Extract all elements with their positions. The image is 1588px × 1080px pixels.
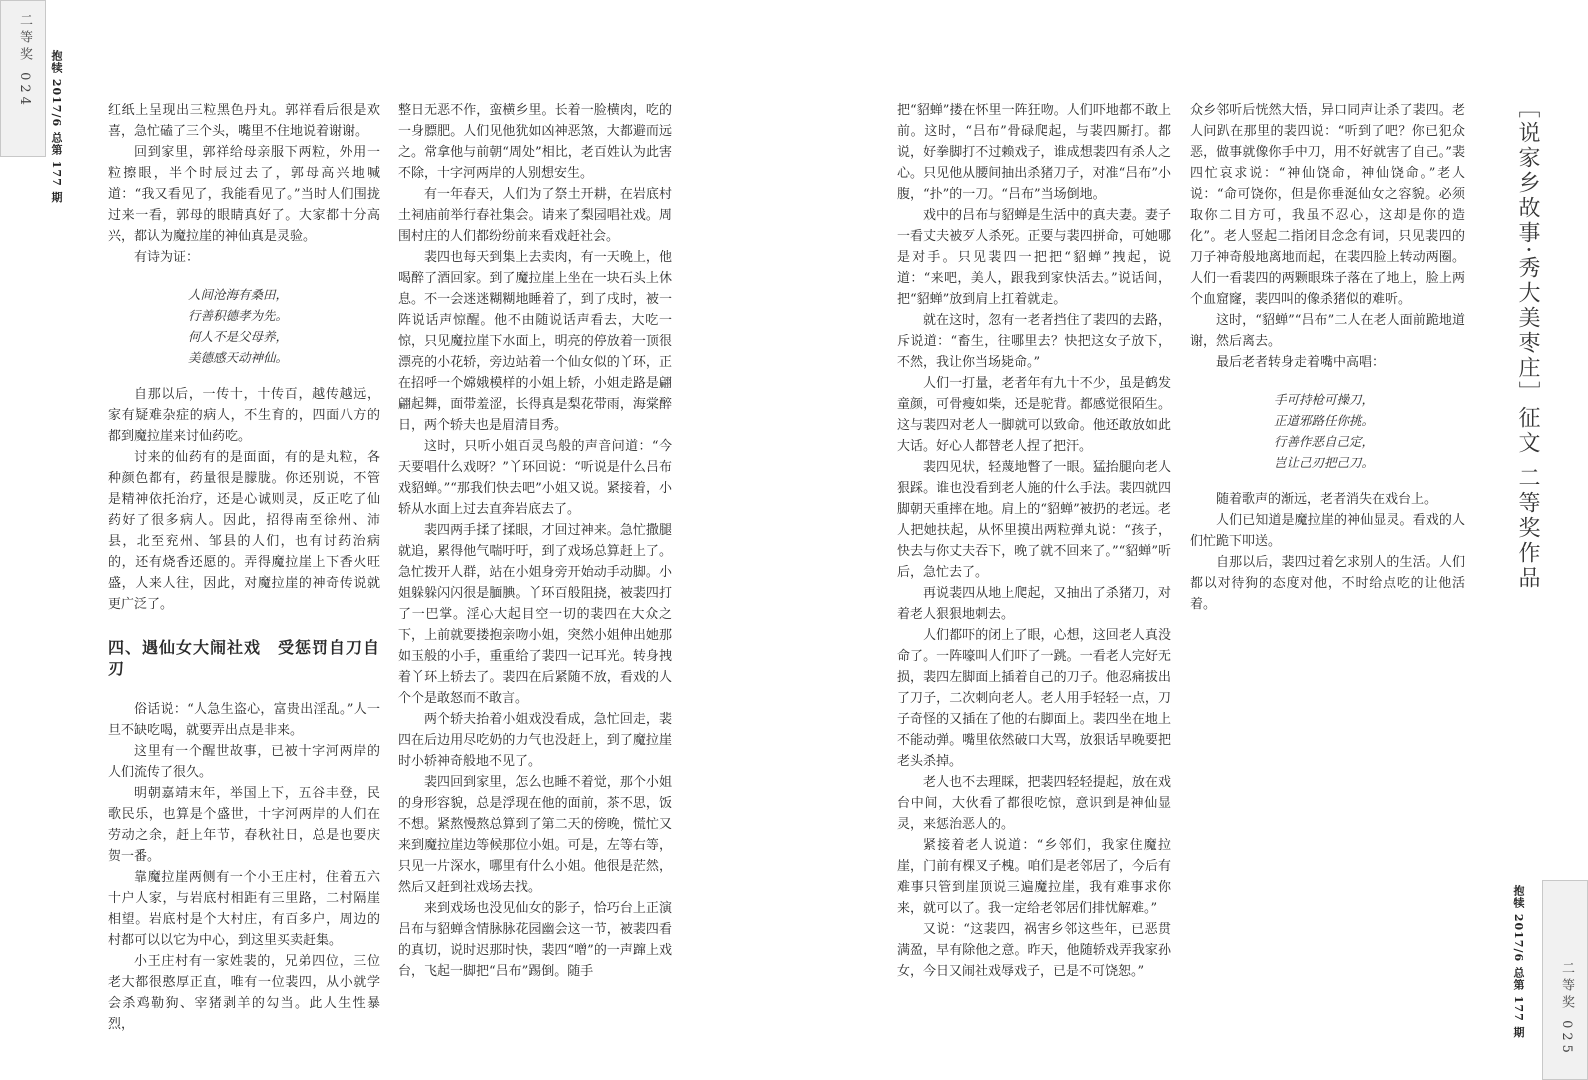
- paragraph: 随着歌声的渐远，老者消失在戏台上。: [1216, 492, 1438, 507]
- paragraph: 整日无恶不作，蛮横乡里。长着一脸横肉，吃的一身膘肥。人们见他犹如凶神恶煞，大都避而远之。常拿他与前朝“周处”相比，老百姓认为此害不除，十字河两岸的人别想安生。: [398, 103, 672, 181]
- paragraph: 众乡邻听后恍然大悟，异口同声让杀了裴四。老人问趴在那里的裴四说：“听到了吧？你已犯众恶，做事就像你手中刀，用不好就害了自己。”裴四忙哀求说：“神仙饶命，神仙饶命。”老人说：“命可饶你，但是你垂涎仙女之容貌。必须取你二目方可，我虽不忍心，这却是你的造化”。老人竖起二指闭目念念有词，只见裴四的刀子神奇般地离地而起，在裴四脸上转动两圈。人们一看裴四的两颗眼珠子落在了地上，脸上两个血窟窿，裴四叫的像杀猪似的难听。: [1190, 103, 1465, 307]
- paragraph: 有一年春天，人们为了祭土开耕，在岩底村土祠庙前举行春社集会。请来了梨园唱社戏。周围村庄的人们都纷纷前来看戏赶社会。: [398, 187, 672, 244]
- paragraph: 再说裴四从地上爬起，又抽出了杀猪刀，对着老人狠狠地刺去。: [897, 586, 1171, 622]
- paragraph: 裴四回到家里，怎么也睡不着觉，那个小姐的身形容貌，总是浮现在他的面前，茶不思，饭不想。紧熬慢熬总算到了第二天的傍晚，慌忙又来到魔拉崖边等候那位小姐。可是，左等右等，只见一片深水，哪里有什么小姐。他很是茫然，然后又赶到社戏场去找。: [398, 775, 672, 895]
- paragraph: 人们一打量，老者年有九十不少，虽是鹤发童颜，可骨瘦如柴，还是驼背。都感觉很陌生。这与裴四对老人一脚就可以致命。他还敢放如此大话。好心人都替老人捏了把汗。: [897, 376, 1171, 454]
- paragraph: 裴四见状，轻蔑地瞥了一眼。猛抬腿向老人狠踩。谁也没看到老人施的什么手法。裴四就四脚朝天重摔在地。肩上的“貂蝉”被扔的老远。老人把她扶起，从怀里摸出两粒弹丸说：“孩子，快去与你丈夫吞下，晚了就不回来了。”“貂蝉”听后，急忙去了。: [897, 460, 1171, 580]
- paragraph: 又说：“这裴四，祸害乡邻这些年，已恶贯满盈，早有除他之意。昨天，他随轿戏弄我家孙女，今日又闹社戏辱戏子，已是不可饶恕。”: [897, 922, 1171, 979]
- paragraph: 把“貂蝉”搂在怀里一阵狂吻。人们吓地都不敢上前。这时，“吕布”骨碌爬起，与裴四厮打。都说，好拳脚打不过赖戏子，谁成想裴四有杀人之心。只见他从腰间抽出杀猪刀子，对准“吕布”小腹，“扑”的一刀。“吕布”当场倒地。: [897, 103, 1171, 202]
- poem: [108, 284, 380, 368]
- poem: [1190, 389, 1465, 473]
- paragraph: 自那以后，一传十，十传百，越传越远，家有疑难杂症的病人，不生育的，四面八方的都到魔拉崖来讨仙药吃。: [108, 387, 380, 444]
- text-column-4: [1190, 100, 1465, 615]
- paragraph: 靠魔拉崖两侧有一个小王庄村，住着五六十户人家，与岩底村相距有三里路，二村隔崖相望。岩底村是个大村庄，有百多户，周边的村都可以以它为中心，到这里买卖赶集。: [108, 870, 380, 948]
- poem-line: 美德感天动神仙。: [188, 350, 289, 365]
- paragraph: 裴四也每天到集上去卖肉，有一天晚上，他喝醉了酒回家。到了魔拉崖上坐在一块石头上休息。不一会迷迷糊糊地睡着了，到了戌时，被一阵说话声惊醒。他不由随说话声看去，大吃一惊，只见魔拉崖下水面上，明亮的停放着一顶很漂亮的小花轿，旁边站着一个仙女似的丫环，正在招呼一个嫦娥模样的小姐上轿，小姐走路是翩翩起舞，面带羞涩，长得真是梨花带雨，海棠醉日，两个轿夫也是眉清目秀。: [398, 250, 672, 433]
- paragraph: 老人也不去理睬，把裴四轻轻提起，放在戏台中间，大伙看了都很吃惊，意识到是神仙显灵，来惩治恶人的。: [897, 775, 1171, 832]
- text-column-2: [398, 100, 672, 982]
- left-page-label: 二等奖 024: [17, 13, 32, 109]
- paragraph: 就在这时，忽有一老者挡住了裴四的去路，斥说道：“畜生，往哪里去？快把这女子放下，不然，我让你当场毙命。”: [897, 313, 1171, 370]
- paragraph: 红纸上呈现出三粒黑色丹丸。郭祥看后很是欢喜，急忙磕了三个头，嘴里不住地说着谢谢。: [108, 103, 380, 139]
- right-page-tab: [1542, 880, 1588, 1080]
- paragraph: 有诗为证：: [134, 250, 200, 265]
- paragraph: 这时，“貂蝉”“吕布”二人在老人面前跪地道谢，然后离去。: [1190, 313, 1465, 349]
- poem-line: 岂让己刃把己刀。: [1274, 455, 1375, 470]
- poem-line: 人间沧海有桑田，: [188, 287, 289, 302]
- right-page-label: 二等奖 025: [1559, 961, 1574, 1057]
- paragraph: 人们都吓的闭上了眼，心想，这回老人真没命了。一阵嚎叫人们吓了一跳。一看老人完好无损，裴四左脚面上插着自己的刀子。他忍痛拔出了刀子，二次刺向老人。老人用手轻轻一点，刀子奇怪的又插在了他的右脚面上。裴四坐在地上不能动弹。嘴里依然破口大骂，放狠话早晚要把老头杀掉。: [897, 628, 1171, 769]
- poem-line: 正道邪路任你挑。: [1274, 413, 1375, 428]
- paragraph: 回到家里，郭祥给母亲服下两粒，外用一粒擦眼，半个时辰过去了，郭母高兴地喊道：“我又看见了，我能看见了。”当时人们围拢过来一看，郭母的眼睛真好了。大家都十分高兴，都认为魔拉崖的神仙真是灵验。: [108, 145, 380, 244]
- left-page-tab: [0, 0, 46, 157]
- paragraph: 戏中的吕布与貂蝉是生活中的真夫妻。妻子一看丈夫被歹人杀死。正要与裴四拼命，可她哪是对手。只见裴四一把把“貂蝉”拽起，说道：“来吧，美人，跟我到家快活去。”说话间，把“貂蝉”放到肩上扛着就走。: [897, 208, 1171, 307]
- paragraph: 最后老者转身走着嘴中高唱：: [1216, 355, 1386, 370]
- text-column-1: [108, 100, 380, 1035]
- poem-line: 何人不是父母养，: [188, 329, 289, 344]
- paragraph: 两个轿夫抬着小姐戏没看成，急忙回走，裴四在后边用尽吃奶的力气也没赶上，到了魔拉崖时小轿神奇般地不见了。: [398, 712, 672, 769]
- paragraph: 小王庄村有一家姓裴的，兄弟四位，三位老大都很憨厚正直，唯有一位裴四，从小就学会杀鸡勒狗、宰猪剥羊的勾当。此人生性暴烈，: [108, 954, 380, 1032]
- text-column-3: [897, 100, 1171, 982]
- section-heading: 四、遇仙女大闹社戏 受惩罚自刀自刃: [108, 638, 381, 678]
- paragraph: 自那以后，裴四过着乞求别人的生活。人们都以对待狗的态度对他，不时给点吃的让他活着。: [1190, 555, 1465, 612]
- paragraph: 讨来的仙药有的是面面，有的是丸粒，各种颜色都有，药量很是朦胧。你还别说，不管是精神依托治疗，还是心诚则灵，反正吃了仙药好了很多病人。因此，招得南至徐州、沛县，北至兖州、邹县的人们，也有讨药治病的，还有烧香还愿的。弄得魔拉崖上下香火旺盛，人来人往，因此，对魔拉崖的神奇传说就更广泛了。: [108, 450, 380, 612]
- paragraph: 来到戏场也没见仙女的影子，恰巧台上正演吕布与貂蝉含情脉脉花园幽会这一节，被裴四看的真切，说时迟那时快，裴四“噌”的一声蹿上戏台，飞起一脚把“吕布”踢倒。随手: [398, 901, 672, 979]
- paragraph: 这时，只听小姐百灵鸟般的声音问道：“今天要唱什么戏呀？”丫环回说：“听说是什么吕布戏貂蝉。”“那我们快去吧”小姐又说。紧接着，小轿从水面上过去直奔岩底去了。: [398, 439, 672, 517]
- paragraph: 人们已知道是魔拉崖的神仙显灵。看戏的人们忙跪下叩送。: [1190, 513, 1465, 549]
- poem-line: 行善积德孝为先。: [188, 308, 289, 323]
- paragraph: 俗话说：“人急生盗心，富贵出淫乱。”人一旦不缺吃喝，就要弄出点是非来。: [108, 702, 380, 738]
- paragraph: 这里有一个醒世故事，已被十字河两岸的人们流传了很久。: [108, 744, 380, 780]
- paragraph: 明朝嘉靖末年，举国上下，五谷丰登，民歌民乐，也算是个盛世，十字河两岸的人们在劳动之余，赶上年节，春秋社日，总是也要庆贺一番。: [108, 786, 380, 864]
- paragraph: 紧接着老人说道：“乡邻们，我家住魔拉崖，门前有棵叉子槐。咱们是老邻居了，今后有难事只管到崖顶说三遍魔拉崖，我有难事求你来，就可以了。我一定给老邻居们排忧解难。”: [897, 838, 1171, 916]
- poem-line: 手可持枪可操刀，: [1274, 392, 1375, 407]
- paragraph: 裴四两手揉了揉眼，才回过神来。急忙撒腿就追，累得他气喘吁吁，到了戏场总算赶上了。急忙拨开人群，站在小姐身旁开始动手动脚。小姐躲躲闪闪很是腼腆。丫环百般阻挠，被裴四打了一巴掌。淫心大起目空一切的裴四在大众之下，上前就要搂抱亲吻小姐，突然小姐伸出她那如玉般的小手，重重给了裴四一记耳光。转身拽着丫环上轿去了。裴四在后紧随不放，看戏的人个个是敢怒而不敢言。: [398, 523, 672, 706]
- poem-line: 行善作恶自己定，: [1274, 434, 1375, 449]
- section-header: ［说家乡故事·秀大美枣庄］征文 二等奖作品: [1515, 96, 1540, 591]
- left-magazine-info: 抱犊 2017/6 总第 177 期: [50, 50, 63, 204]
- right-magazine-info: 抱犊 2017/6 总第 177 期: [1512, 885, 1525, 1039]
